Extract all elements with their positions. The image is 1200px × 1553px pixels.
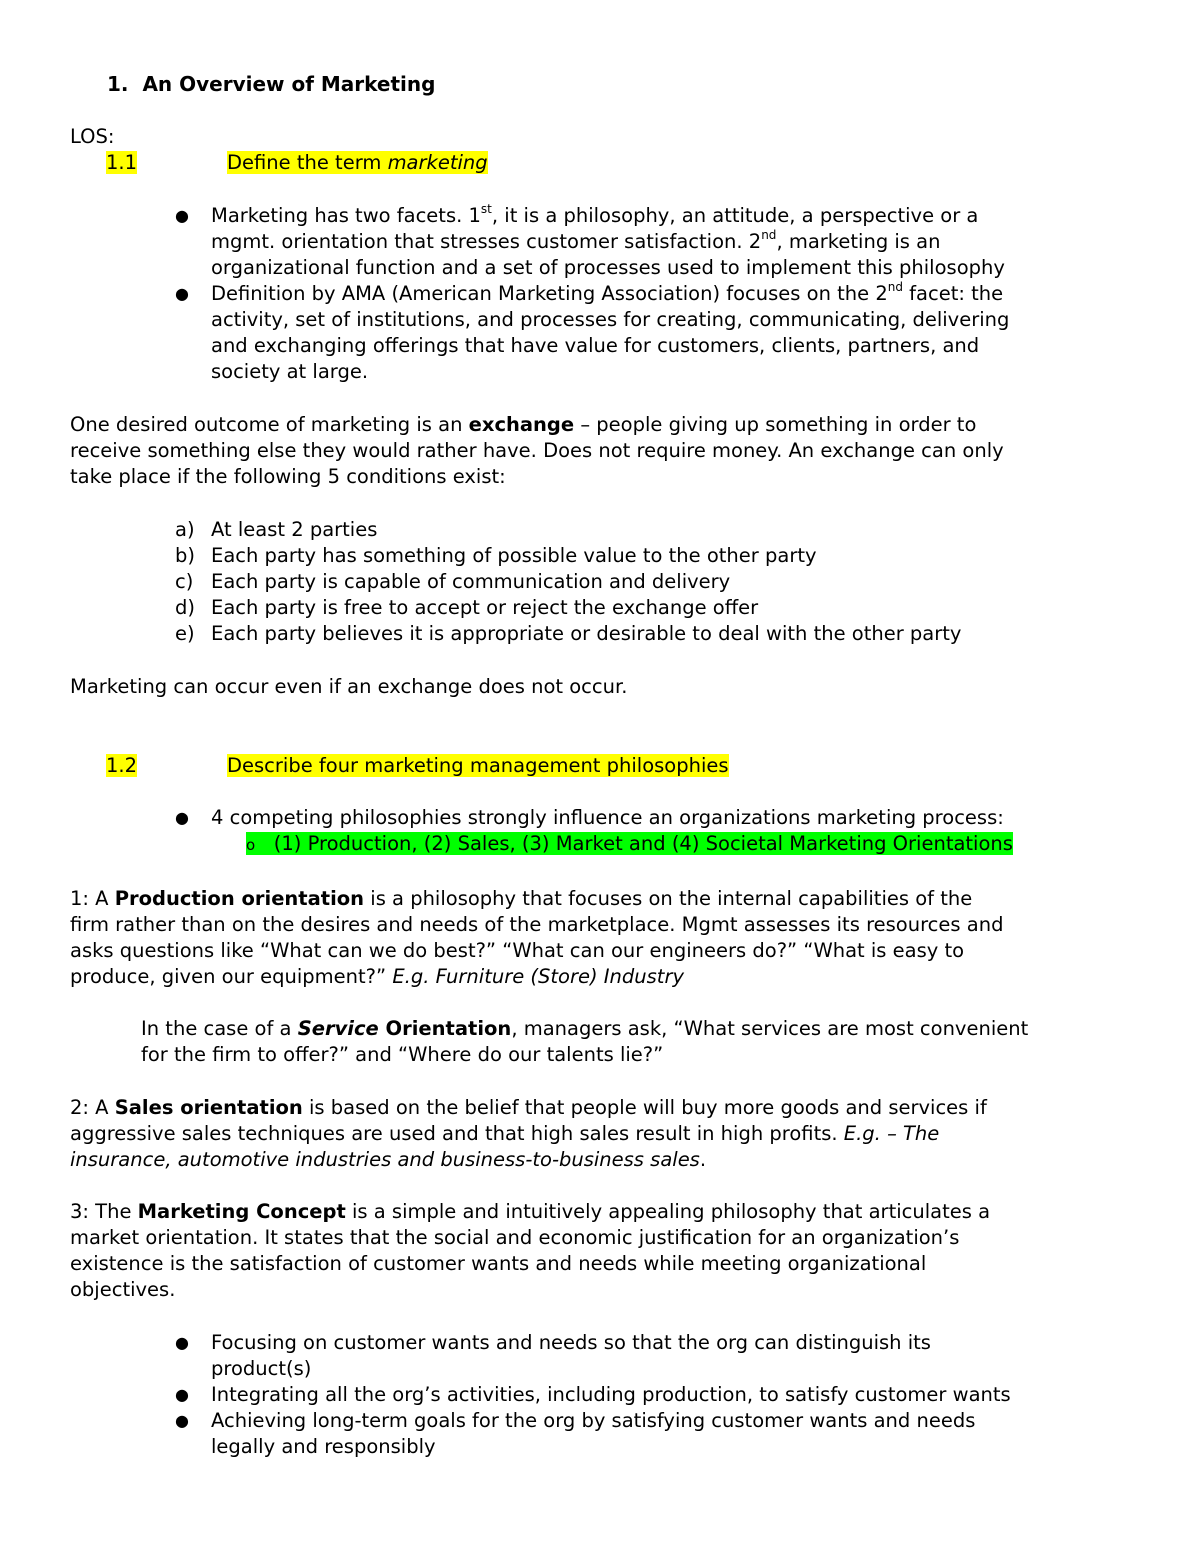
sales-line-3: insurance, automotive industries and business-to-business sales. — [70, 1148, 707, 1171]
bullet-1-line-3: organizational function and a set of processes used to implement this philosophy — [211, 256, 1005, 279]
concept-line-2: market orientation. It states that the social and economic justification for an organization’s — [70, 1226, 960, 1249]
service-line-2: for the firm to offer?” and “Where do our talents lie?” — [141, 1043, 664, 1066]
sales-line-1: 2: A Sales orientation is based on the belief that people will buy more goods and services if — [70, 1096, 987, 1119]
los-label: LOS: — [70, 125, 115, 148]
condition-d-text: Each party is free to accept or reject the exchange offer — [211, 596, 759, 619]
bullet-1-line-2: mgmt. orientation that stresses customer satisfaction. 2nd, marketing is an — [211, 227, 941, 253]
condition-c-marker: c) — [175, 570, 194, 593]
production-line-2: firm rather than on the desires and needs of the marketplace. Mgmt assesses its resources and — [70, 913, 1004, 936]
bullet-icon: ● — [175, 284, 189, 303]
marketing-exchange-note: Marketing can occur even if an exchange does not occur. — [70, 675, 628, 698]
bullet-2-line-4: society at large. — [211, 360, 369, 383]
condition-b-marker: b) — [175, 544, 195, 567]
bullet-2-line-3: and exchanging offerings that have value for customers, clients, partners, and — [211, 334, 980, 357]
bullet-icon: ● — [175, 1333, 189, 1352]
sales-line-2: aggressive sales techniques are used and that high sales result in high profits. E.g. – The — [70, 1122, 940, 1145]
concept-line-1: 3: The Marketing Concept is a simple and intuitively appealing philosophy that articulates a — [70, 1200, 991, 1223]
exchange-para-line-3: take place if the following 5 conditions exist: — [70, 465, 506, 488]
los-1-1-title: Define the term marketing — [227, 151, 488, 174]
bullet-icon: ● — [175, 1385, 189, 1404]
los-1-2-number: 1.2 — [106, 754, 138, 777]
production-line-4: produce, given our equipment?” E.g. Furniture (Store) Industry — [70, 965, 685, 988]
condition-d-marker: d) — [175, 596, 195, 619]
production-line-1: 1: A Production orientation is a philosophy that focuses on the internal capabilities of the — [70, 887, 973, 910]
circle-bullet-icon: o — [246, 836, 256, 854]
bullet-icon: ● — [175, 808, 189, 827]
condition-e-text: Each party believes it is appropriate or desirable to deal with the other party — [211, 622, 962, 645]
bullet-1-line-1: Marketing has two facets. 1st, it is a philosophy, an attitude, a perspective or a — [211, 201, 979, 227]
los-1-1-number: 1.1 — [106, 151, 138, 174]
concept-line-3: existence is the satisfaction of customer wants and needs while meeting organizational — [70, 1252, 927, 1275]
bullet-icon: ● — [175, 1411, 189, 1430]
condition-e-marker: e) — [175, 622, 195, 645]
concept-bullet-2: Integrating all the org’s activities, including production, to satisfy customer wants — [211, 1383, 1011, 1406]
condition-a-text: At least 2 parties — [211, 518, 378, 541]
section-heading — [107, 71, 435, 97]
production-line-3: asks questions like “What can we do best?” “What can our engineers do?” “What is easy to — [70, 939, 965, 962]
philosophies-subbullet: o (1) Production, (2) Sales, (3) Market and (4) Societal Marketing Orientations — [246, 832, 1013, 855]
concept-line-4: objectives. — [70, 1278, 176, 1301]
heading-title: An Overview of Marketing — [142, 72, 436, 96]
philosophies-bullet: 4 competing philosophies strongly influence an organizations marketing process: — [211, 806, 1004, 829]
concept-bullet-3-line-2: legally and responsibly — [211, 1435, 436, 1458]
concept-bullet-1-line-1: Focusing on customer wants and needs so that the org can distinguish its — [211, 1331, 931, 1354]
exchange-para-line-2: receive something else they would rather have. Does not require money. An exchange can only — [70, 439, 1004, 462]
heading-number: 1. — [107, 72, 129, 96]
condition-b-text: Each party has something of possible value to the other party — [211, 544, 817, 567]
service-line-1: In the case of a Service Orientation, managers ask, “What services are most convenient — [141, 1017, 1029, 1040]
condition-a-marker: a) — [175, 518, 195, 541]
los-1-2-title: Describe four marketing management philosophies — [227, 754, 729, 777]
exchange-para-line-1: One desired outcome of marketing is an exchange – people giving up something in order to — [70, 413, 977, 436]
concept-bullet-1-line-2: product(s) — [211, 1357, 312, 1380]
bullet-2-line-1: Definition by AMA (American Marketing Association) focuses on the 2nd facet: the — [211, 279, 1004, 305]
bullet-icon: ● — [175, 206, 189, 225]
bullet-2-line-2: activity, set of institutions, and processes for creating, communicating, delivering — [211, 308, 1010, 331]
concept-bullet-3-line-1: Achieving long-term goals for the org by satisfying customer wants and needs — [211, 1409, 976, 1432]
condition-c-text: Each party is capable of communication and delivery — [211, 570, 731, 593]
